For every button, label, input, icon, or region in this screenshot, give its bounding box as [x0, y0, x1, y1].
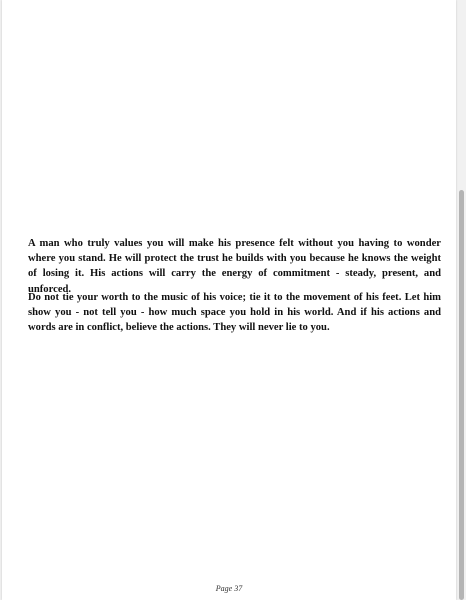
- page-number: Page 37: [215, 584, 243, 593]
- paragraph-2: Do not tie your worth to the music of his voice; tie it to the movement of his feet. Let him show you - not tell you - how much space you hold in his world. And if his actions and words are in conflict, believe the actions. They will never lie to you.: [28, 292, 441, 334]
- document-page: [2, 0, 456, 600]
- paragraph-1: A man who truly values you will make his presence felt without you having to wonder where you stand. He will protect the trust he builds with you because he knows the weight of losing it. His actions will carry the energy of commitment - steady, present, and unforced.: [28, 238, 441, 295]
- vertical-scrollbar[interactable]: [458, 0, 466, 600]
- scrollbar-thumb[interactable]: [459, 190, 464, 600]
